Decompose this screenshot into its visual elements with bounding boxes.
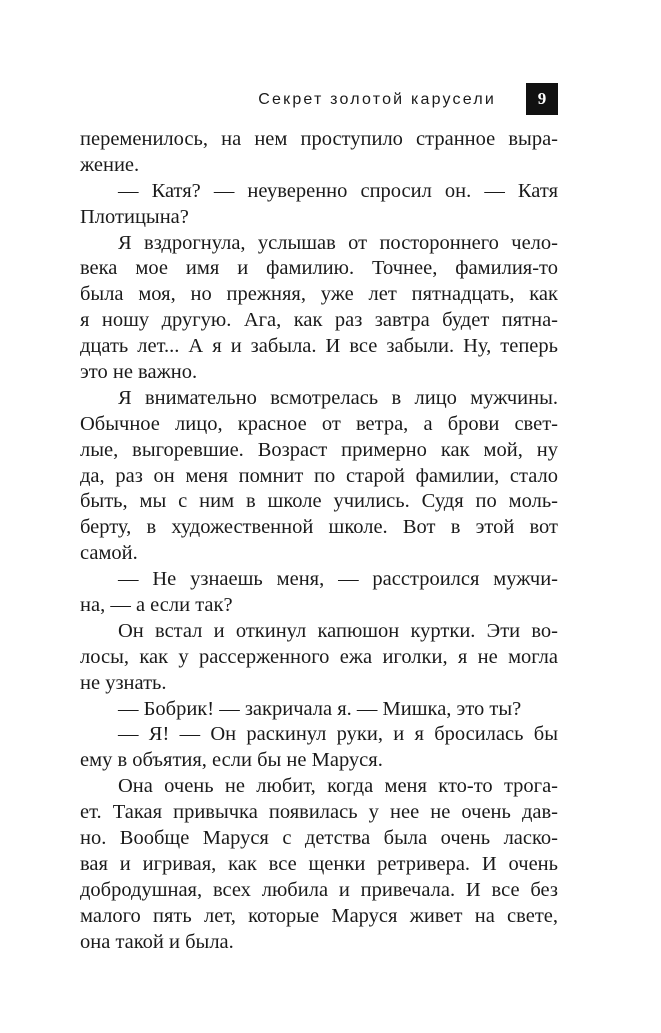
text-line: лосы, как у рассерженного ежа иголки, я не могла (80, 645, 558, 668)
running-header (80, 89, 558, 117)
text-line: не узнать. (80, 671, 167, 694)
text-line: — Катя? — неуверенно спросил он. — Катя (118, 179, 558, 202)
text-line: Я вздрогнула, услышав от постороннего чело- (118, 231, 558, 254)
text-line: добродушная, всех любила и привечала. И все без (80, 878, 558, 901)
text-line: Я внимательно всмотрелась в лицо мужчины. (118, 386, 558, 409)
text-line: Плотицына? (80, 205, 189, 228)
text-line: она такой и была. (80, 930, 234, 953)
text-line: ему в объятия, если бы не Маруся. (80, 749, 383, 772)
text-line: малого пять лет, которые Маруся живет на свете, (80, 904, 558, 927)
text-line: вая и игривая, как все щенки ретривера. И очень (80, 852, 558, 875)
text-line: — Бобрик! — закричала я. — Мишка, это ты? (118, 697, 522, 720)
text-line: жение. (80, 153, 140, 176)
text-line: — Я! — Он раскинул руки, и я бросилась бы (118, 723, 558, 746)
text-line: но. Вообще Маруся с детства была очень ласко- (80, 827, 558, 850)
page-number-badge: 9 (526, 83, 558, 115)
text-line: самой. (80, 542, 138, 565)
body-text (80, 127, 558, 956)
text-line: — Не узнаешь меня, — расстроился мужчи- (118, 568, 558, 591)
running-title: Секрет золотой карусели (258, 91, 496, 108)
text-line: берту, в художественной школе. Вот в этой вот (80, 516, 558, 539)
text-line: да, раз он меня помнит по старой фамилии, стало (80, 464, 558, 487)
text-line: Обычное лицо, красное от ветра, а брови свет- (80, 412, 558, 435)
text-line: ет. Такая привычка появилась у нее не очень дав- (80, 801, 558, 824)
text-line: лые, выгоревшие. Возраст примерно как мой, ну (80, 438, 558, 461)
text-line: дцать лет... А я и забыла. И все забыли. Ну, теперь (80, 335, 558, 358)
text-line: быть, мы с ним в школе учились. Судя по моль- (80, 490, 558, 513)
text-line: века мое имя и фамилию. Точнее, фамилия-то (80, 257, 558, 280)
text-line: Он встал и откинул капюшон куртки. Эти во- (118, 619, 558, 642)
text-line: Она очень не любит, когда меня кто-то трога- (118, 775, 558, 798)
text-line: на, — а если так? (80, 594, 233, 617)
text-line: была моя, но прежняя, уже лет пятнадцать, как (80, 283, 558, 306)
text-line: я ношу другую. Ага, как раз завтра будет пятна- (80, 309, 558, 332)
text-line: это не важно. (80, 361, 198, 384)
text-line: переменилось, на нем проступило странное выра- (80, 128, 558, 150)
